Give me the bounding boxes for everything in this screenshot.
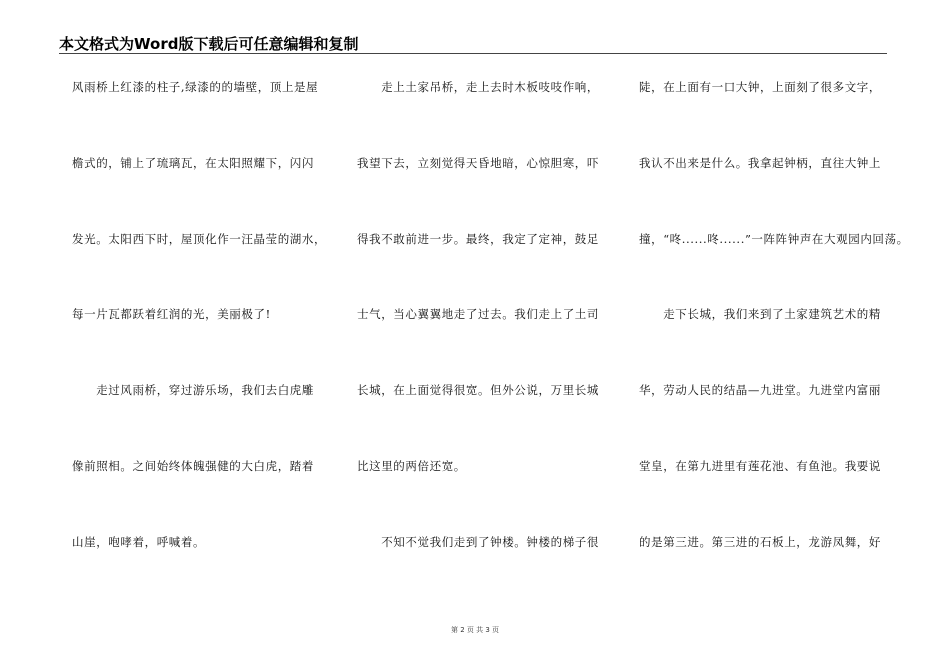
text-line: 我认不出来是什么。我拿起钟柄，直往大钟上 <box>639 155 881 170</box>
document-header-title: 本文格式为Word版下载后可任意编辑和复制 <box>59 35 359 53</box>
page-number-footer: 第 2 页 共 3 页 <box>450 626 500 634</box>
text-line: 走过风雨桥，穿过游乐场，我们去白虎雕 <box>72 383 314 398</box>
text-column-2 <box>357 74 605 605</box>
text-line: 走上土家吊桥，走上去时木板吱吱作响， <box>357 80 599 94</box>
text-line: 士气，当心翼翼地走了过去。我们走上了土司 <box>357 307 599 322</box>
text-column-3 <box>639 74 909 605</box>
text-line: 撞，“咚......咚......”一阵阵钟声在大观园内回荡。 <box>639 231 909 246</box>
text-line: 的是第三进。第三进的石板上，龙游凤舞，好 <box>639 534 881 549</box>
text-line: 走下长城，我们来到了土家建筑艺术的精 <box>639 307 881 322</box>
text-line: 堂皇，在第九进里有莲花池、有鱼池。我要说 <box>639 458 881 473</box>
text-line: 比这里的两倍还宽。 <box>357 458 466 473</box>
text-line: 山崖，咆哮着，呼喊着。 <box>72 534 206 549</box>
text-line: 每一片瓦都跃着红润的光，美丽极了! <box>72 307 271 322</box>
text-line: 陡，在上面有一口大钟，上面刻了很多文字， <box>639 80 881 94</box>
text-line: 得我不敢前进一步。最终，我定了定神，鼓足 <box>357 231 599 246</box>
text-line: 不知不觉我们走到了钟楼。钟楼的梯子很 <box>357 534 599 549</box>
text-line: 发光。太阳西下时，屋顶化作一汪晶莹的湖水， <box>72 231 327 246</box>
text-line: 华，劳动人民的结晶—九进堂。九进堂内富丽 <box>639 383 881 398</box>
text-line: 长城，在上面觉得很宽。但外公说，万里长城 <box>357 383 599 398</box>
header-divider <box>59 53 887 54</box>
text-line: 风雨桥上红漆的柱子,绿漆的的墙壁，顶上是屋 <box>72 80 319 94</box>
text-line: 我望下去，立刻觉得天昏地暗，心惊胆寒，吓 <box>357 155 599 170</box>
text-column-1 <box>72 74 327 605</box>
text-line: 像前照相。之间始终体魄强健的大白虎，踏着 <box>72 458 314 473</box>
text-line: 檐式的，铺上了琉璃瓦，在太阳照耀下，闪闪 <box>72 155 314 170</box>
